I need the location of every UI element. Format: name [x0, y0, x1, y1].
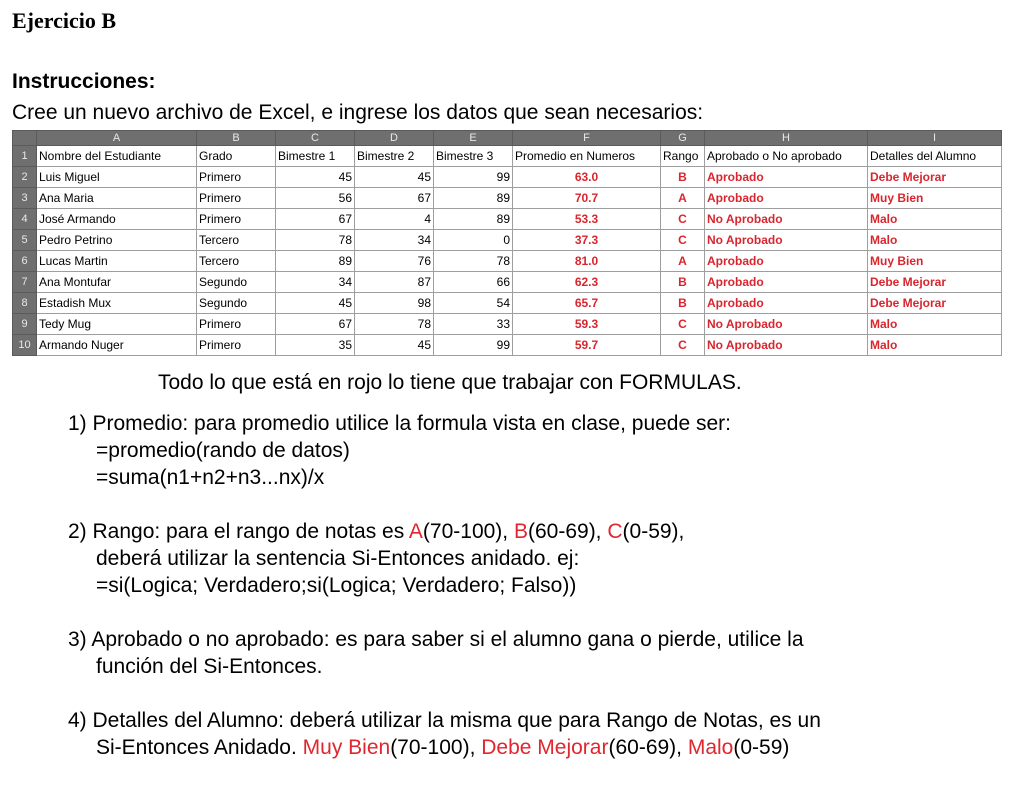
range-text: (60-69),	[608, 736, 688, 759]
table-cell[interactable]: 98	[355, 293, 434, 314]
table-cell[interactable]: Pedro Petrino	[37, 230, 197, 251]
table-row	[13, 335, 1002, 356]
table-cell[interactable]: Primero	[197, 335, 276, 356]
table-cell[interactable]: Aprobado	[705, 272, 868, 293]
table-cell[interactable]: Muy Bien	[868, 251, 1002, 272]
table-cell[interactable]: No Aprobado	[705, 209, 868, 230]
formula-suma: =suma(n1+n2+n3...nx)/x	[96, 466, 325, 489]
item-line	[68, 518, 821, 545]
row-number[interactable]: 9	[13, 314, 37, 335]
column-header-b[interactable]: B	[197, 131, 276, 146]
table-cell[interactable]: 59.7	[513, 335, 661, 356]
table-cell[interactable]: Primero	[197, 209, 276, 230]
table-cell[interactable]: A	[661, 188, 705, 209]
header-cell[interactable]: Nombre del Estudiante	[37, 146, 197, 167]
header-cell[interactable]: Rango	[661, 146, 705, 167]
table-cell[interactable]: C	[661, 314, 705, 335]
header-cell[interactable]: Promedio en Numeros	[513, 146, 661, 167]
row-number[interactable]: 10	[13, 335, 37, 356]
table-cell[interactable]: Aprobado	[705, 293, 868, 314]
table-cell[interactable]: 76	[355, 251, 434, 272]
table-cell[interactable]: No Aprobado	[705, 230, 868, 251]
column-letter-row	[13, 131, 1002, 146]
list-item-rango	[68, 518, 821, 599]
table-cell[interactable]: 62.3	[513, 272, 661, 293]
item-line	[68, 734, 821, 761]
range-text: (70-100),	[422, 520, 514, 543]
row-number[interactable]: 2	[13, 167, 37, 188]
column-header-d[interactable]: D	[355, 131, 434, 146]
table-cell[interactable]: Muy Bien	[868, 188, 1002, 209]
column-header-f[interactable]: F	[513, 131, 661, 146]
item-line: función del Si-Entonces.	[96, 655, 323, 678]
table-cell[interactable]: Lucas Martin	[37, 251, 197, 272]
muy-bien-label: Muy Bien	[302, 736, 391, 759]
list-item-promedio	[68, 410, 821, 491]
instructions-heading: Instrucciones:	[12, 70, 156, 93]
table-cell[interactable]: Debe Mejorar	[868, 272, 1002, 293]
malo-label: Malo	[687, 736, 734, 759]
table-cell[interactable]: 56	[276, 188, 355, 209]
table-cell[interactable]: 54	[434, 293, 513, 314]
list-item-detalles	[68, 707, 821, 761]
table-cell[interactable]: 45	[276, 293, 355, 314]
formula-promedio: =promedio(rando de datos)	[96, 439, 350, 462]
grade-b-label: B	[513, 520, 528, 543]
table-row	[13, 293, 1002, 314]
table-cell[interactable]: Armando Nuger	[37, 335, 197, 356]
column-header-c[interactable]: C	[276, 131, 355, 146]
table-cell[interactable]: A	[661, 251, 705, 272]
table-row	[13, 230, 1002, 251]
table-cell[interactable]: 45	[355, 335, 434, 356]
table-cell[interactable]: 99	[434, 335, 513, 356]
table-row	[13, 251, 1002, 272]
table-cell[interactable]: 89	[434, 209, 513, 230]
table-cell[interactable]: Aprobado	[705, 167, 868, 188]
table-cell[interactable]: Malo	[868, 209, 1002, 230]
instructions-text: Cree un nuevo archivo de Excel, e ingrese los datos que sean necesarios:	[12, 101, 704, 124]
table-cell[interactable]: 67	[276, 209, 355, 230]
header-cell[interactable]: Grado	[197, 146, 276, 167]
table-cell[interactable]: Primero	[197, 167, 276, 188]
table-cell[interactable]: Ana Montufar	[37, 272, 197, 293]
table-cell[interactable]: 78	[355, 314, 434, 335]
table-cell[interactable]: 63.0	[513, 167, 661, 188]
table-cell[interactable]: Luis Miguel	[37, 167, 197, 188]
row-number[interactable]: 3	[13, 188, 37, 209]
select-all-corner[interactable]	[13, 131, 37, 146]
header-cell[interactable]: Bimestre 2	[355, 146, 434, 167]
row-number[interactable]: 4	[13, 209, 37, 230]
table-cell[interactable]: No Aprobado	[705, 314, 868, 335]
item-text: 2) Rango: para el rango de notas es	[68, 520, 409, 543]
column-header-a[interactable]: A	[37, 131, 197, 146]
formula-si: =si(Logica; Verdadero;si(Logica; Verdadero; Falso))	[96, 574, 577, 597]
table-cell[interactable]: Primero	[197, 188, 276, 209]
spreadsheet-table	[12, 130, 1002, 356]
column-header-g[interactable]: G	[661, 131, 705, 146]
table-cell[interactable]: 35	[276, 335, 355, 356]
table-cell[interactable]: Segundo	[197, 272, 276, 293]
table-cell[interactable]: C	[661, 209, 705, 230]
table-row	[13, 188, 1002, 209]
column-header-i[interactable]: I	[868, 131, 1002, 146]
header-cell[interactable]: Bimestre 1	[276, 146, 355, 167]
formulas-note: Todo lo que está en rojo lo tiene que trabajar con FORMULAS.	[158, 371, 742, 394]
table-cell[interactable]: No Aprobado	[705, 335, 868, 356]
table-cell[interactable]: 67	[355, 188, 434, 209]
header-cell[interactable]: Aprobado o No aprobado	[705, 146, 868, 167]
table-cell[interactable]: 53.3	[513, 209, 661, 230]
item-line: deberá utilizar la sentencia Si-Entonces anidado. ej:	[96, 547, 580, 570]
table-row	[13, 167, 1002, 188]
row-number[interactable]: 7	[13, 272, 37, 293]
row-number[interactable]: 8	[13, 293, 37, 314]
table-cell[interactable]: B	[661, 272, 705, 293]
range-text: (0-59)	[733, 736, 790, 759]
table-cell[interactable]: Malo	[868, 230, 1002, 251]
table-cell[interactable]: Malo	[868, 335, 1002, 356]
header-row	[13, 146, 1002, 167]
header-cell[interactable]: Bimestre 3	[434, 146, 513, 167]
grade-c-label: C	[607, 520, 623, 543]
table-cell[interactable]: José Armando	[37, 209, 197, 230]
table-cell[interactable]: 67	[276, 314, 355, 335]
table-cell[interactable]: 45	[276, 167, 355, 188]
table-cell[interactable]: Estadish Mux	[37, 293, 197, 314]
column-header-e[interactable]: E	[434, 131, 513, 146]
table-row	[13, 314, 1002, 335]
range-text: (0-59),	[622, 520, 685, 543]
table-cell[interactable]: 0	[434, 230, 513, 251]
item-line: 1) Promedio: para promedio utilice la formula vista en clase, puede ser:	[68, 412, 731, 435]
table-cell[interactable]: Aprobado	[705, 251, 868, 272]
table-cell[interactable]: Ana Maria	[37, 188, 197, 209]
row-number[interactable]: 6	[13, 251, 37, 272]
instruction-list	[68, 410, 821, 788]
table-cell[interactable]: Tedy Mug	[37, 314, 197, 335]
table-cell[interactable]: 34	[276, 272, 355, 293]
range-text: (70-100),	[390, 736, 482, 759]
table-row	[13, 209, 1002, 230]
table-cell[interactable]: Debe Mejorar	[868, 167, 1002, 188]
table-cell[interactable]: 87	[355, 272, 434, 293]
debe-mejorar-label: Debe Mejorar	[481, 736, 609, 759]
table-cell[interactable]: 33	[434, 314, 513, 335]
table-cell[interactable]: Debe Mejorar	[868, 293, 1002, 314]
table-cell[interactable]: 66	[434, 272, 513, 293]
header-cell[interactable]: Detalles del Alumno	[868, 146, 1002, 167]
table-cell[interactable]: Tercero	[197, 230, 276, 251]
table-cell[interactable]: Tercero	[197, 251, 276, 272]
table-cell[interactable]: C	[661, 335, 705, 356]
table-cell[interactable]: 89	[276, 251, 355, 272]
item-text: Si-Entonces Anidado.	[96, 736, 303, 759]
column-header-h[interactable]: H	[705, 131, 868, 146]
item-line: 4) Detalles del Alumno: deberá utilizar la misma que para Rango de Notas, es un	[68, 709, 821, 732]
table-cell[interactable]: 99	[434, 167, 513, 188]
table-cell[interactable]: 78	[434, 251, 513, 272]
table-cell[interactable]: B	[661, 167, 705, 188]
table-cell[interactable]: Segundo	[197, 293, 276, 314]
table-cell[interactable]: Malo	[868, 314, 1002, 335]
table-cell[interactable]: B	[661, 293, 705, 314]
range-text: (60-69),	[527, 520, 608, 543]
table-cell[interactable]: 81.0	[513, 251, 661, 272]
page-title: Ejercicio B	[12, 8, 117, 33]
table-row	[13, 272, 1002, 293]
table-cell[interactable]: 45	[355, 167, 434, 188]
table-cell[interactable]: 59.3	[513, 314, 661, 335]
item-line: 3) Aprobado o no aprobado: es para saber si el alumno gana o pierde, utilice la	[68, 628, 804, 651]
list-item-aprobado	[68, 626, 821, 680]
table-cell[interactable]: 4	[355, 209, 434, 230]
row-number[interactable]: 1	[13, 146, 37, 167]
grade-a-label: A	[408, 520, 423, 543]
table-cell[interactable]: C	[661, 230, 705, 251]
table-cell[interactable]: 65.7	[513, 293, 661, 314]
table-cell[interactable]: 34	[355, 230, 434, 251]
table-cell[interactable]: 70.7	[513, 188, 661, 209]
table-cell[interactable]: 78	[276, 230, 355, 251]
table-cell[interactable]: Aprobado	[705, 188, 868, 209]
table-cell[interactable]: 37.3	[513, 230, 661, 251]
table-cell[interactable]: 89	[434, 188, 513, 209]
row-number[interactable]: 5	[13, 230, 37, 251]
table-cell[interactable]: Primero	[197, 314, 276, 335]
